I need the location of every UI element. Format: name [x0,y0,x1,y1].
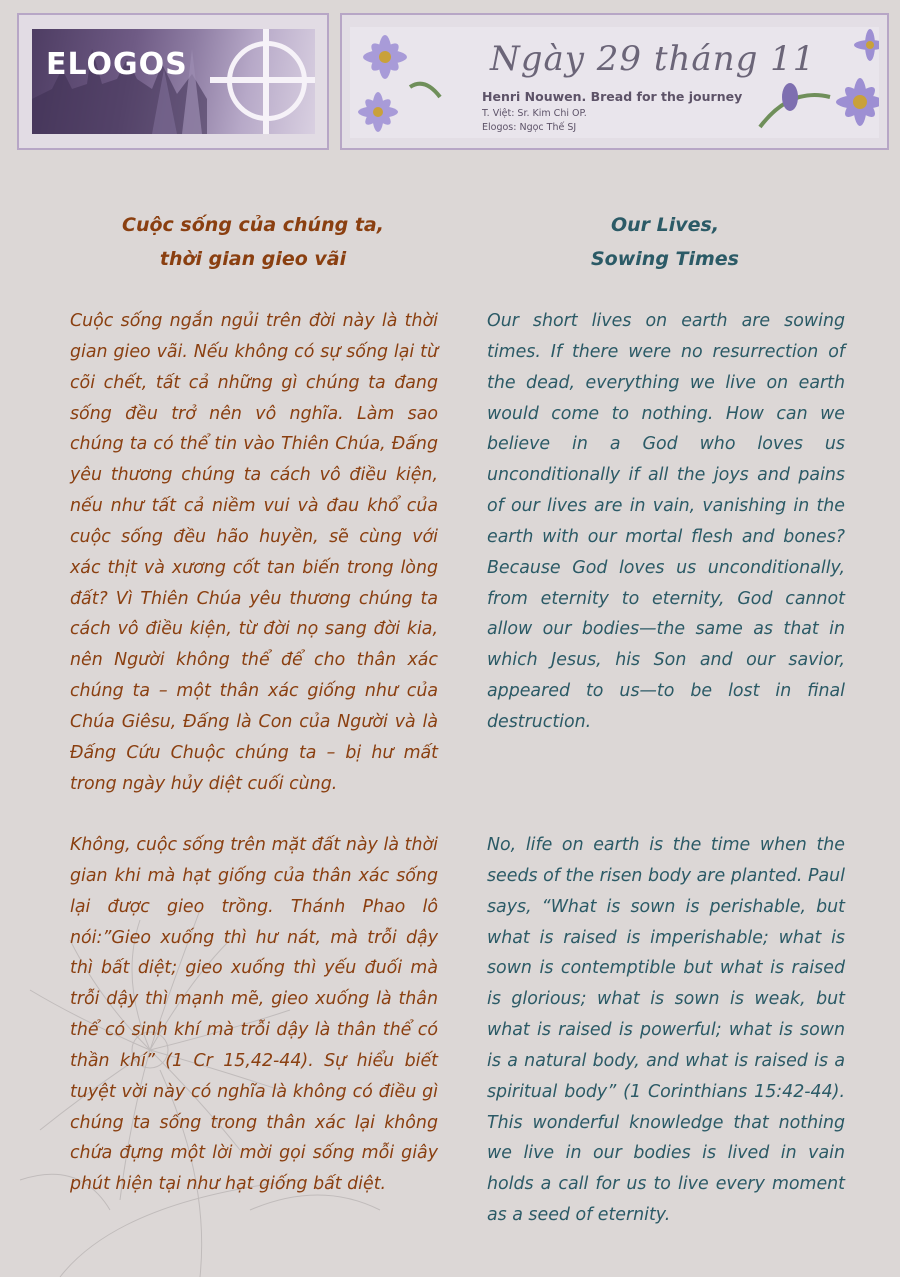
english-title-line1: Our Lives, [610,214,720,236]
translator-line: T. Việt: Sr. Kim Chi OP. [482,108,587,119]
vietnamese-title-line2: thời gian gieo vãi [159,248,347,270]
cross-horizontal-bar [210,77,315,83]
vietnamese-paragraph-2: Không, cuộc sống trên mặt đất này là thời gian khi mà hạt giống của thân xác sống lại được gieo trồng. Thánh Phao lô nói:”Gieo xuống thì hư nát, mà trỗi dậy thì bất diệt; gieo xuống thì yếu đuối mà trỗi dậy thì mạnh mẽ, gieo xuống là thân thể có sinh khí mà trỗi dậy là thân thể có thần khí” (1 Cr 15,42-44). Sự hiểu biết tuyệt vời này có nghĩa là không có điều gì chúng ta sống trong thân xác lại không chứa đựng một lời mời gọi sống mỗi giây phút hiện tại như hạt giống bất diệt. [70,835,438,1195]
author-line: Henri Nouwen. Bread for the journey [482,89,743,104]
english-paragraph-2: No, life on earth is the time when the seeds of the risen body are planted. Paul says, “What is sown is perishable, but what is raised is imperishable; what is sown is contemptible but what is raised is glorious; what is sown is weak, but what is raised is powerful; what is sown is a natural body, and what is raised is a spiritual body” (1 Corinthians 15:42-44). This wonderful knowledge that nothing we live in our bodies is lived in vain holds a call for us to live every moment as a seed of eternity. [487,835,845,1226]
date-title: Ngày 29 tháng 11 [490,39,816,79]
english-title-line2: Sowing Times [590,248,739,270]
title-panel [340,13,889,150]
logo-text: ELOGOS [46,47,188,82]
purple-daisy-icon [350,27,450,138]
vietnamese-title [88,208,418,276]
vietnamese-title-line1: Cuộc sống của chúng ta, [122,214,384,236]
logo-artwork [32,29,315,134]
english-paragraph-1: Our short lives on earth are sowing times. If there were no resurrection of the dead, everything we live on earth would come to nothing. How can we believe in a God who loves us unconditionally if all the joys and pains of our lives are in vain, vanishing in the earth with our mortal flesh and bones? Because God loves us unconditionally, from eternity to eternity, God cannot allow our bodies—the same as that in which Jesus, his Son and our savior, appeared to us—to be lost in final destruction. [487,311,845,732]
logo-panel [17,13,329,150]
editor-line: Elogos: Ngọc Thế SJ [482,122,577,133]
title-panel-inner [350,27,879,138]
english-title [500,208,830,276]
vietnamese-paragraph-1: Cuộc sống ngắn ngủi trên đời này là thời gian gieo vãi. Nếu không có sự sống lại từ cõi chết, tất cả những gì chúng ta đang sống đều trở nên vô nghĩa. Làm sao chúng ta có thể tin vào Thiên Chúa, Đấng yêu thương chúng ta cách vô điều kiện, nếu như tất cả niềm vui và đau khổ của cuộc sống đều hão huyền, sẽ cùng với xác thịt và xương cốt tan biến trong lòng đất? Vì Thiên Chúa yêu thương chúng ta cách vô điều kiện, từ đời nọ sang đời kia, nên Người không thể để cho thân xác chúng ta – một thân xác giống như của Chúa Giêsu, Đấng là Con của Người và là Đấng Cứu Chuộc chúng ta – bị hư mất trong ngày hủy diệt cuối cùng. [70,311,438,794]
